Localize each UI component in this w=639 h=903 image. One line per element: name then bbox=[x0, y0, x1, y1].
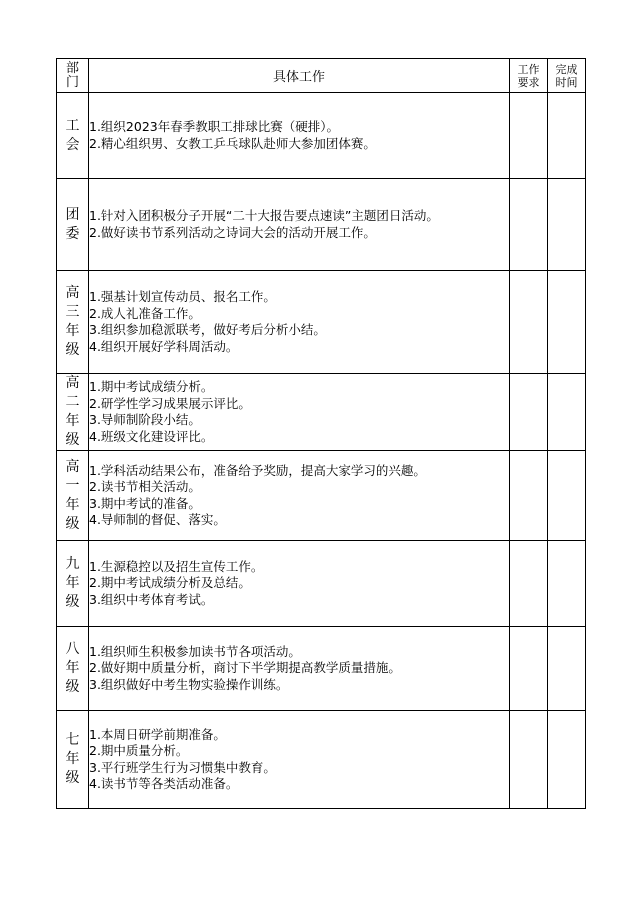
task-item: 1.组织2023年春季教职工排球比赛（硬排）。 bbox=[89, 119, 339, 134]
completion-time-cell bbox=[548, 271, 586, 374]
department-char: 级 bbox=[65, 432, 80, 448]
task-item: 2.精心组织男、女教工乒乓球队赴师大参加团体赛。 bbox=[89, 135, 376, 151]
task-item: 3.组织做好中考生物实验操作训练。 bbox=[89, 676, 289, 692]
department-char: 级 bbox=[65, 515, 80, 532]
task-item: 2.做好期中质量分析，商讨下半学期提高教学质量措施。 bbox=[89, 660, 401, 676]
department-cell bbox=[57, 711, 89, 809]
task-item: 1.期中考试成绩分析。 bbox=[89, 379, 214, 394]
department-cell bbox=[57, 451, 89, 541]
table-row bbox=[57, 271, 586, 374]
requirement-cell bbox=[510, 374, 548, 451]
header-requirement: 工作 要求 bbox=[510, 59, 548, 93]
department-char: 会 bbox=[65, 136, 80, 153]
department-char: 委 bbox=[65, 225, 80, 242]
completion-time-cell bbox=[548, 541, 586, 627]
task-item: 4.读书节等各类活动准备。 bbox=[89, 776, 239, 791]
department-char: 二 bbox=[65, 394, 80, 410]
table-row bbox=[57, 179, 586, 271]
table-body bbox=[57, 93, 586, 809]
requirement-cell bbox=[510, 93, 548, 179]
department-char: 年 bbox=[65, 496, 80, 513]
department-cell bbox=[57, 179, 89, 271]
task-item: 2.成人礼准备工作。 bbox=[89, 305, 201, 321]
department-char: 级 bbox=[65, 594, 80, 610]
department-cell bbox=[57, 541, 89, 627]
department-char: 年 bbox=[65, 413, 80, 429]
table-row bbox=[57, 451, 586, 541]
department-char: 年 bbox=[65, 323, 80, 339]
tasks-cell bbox=[89, 271, 510, 374]
task-item: 1.强基计划宣传动员、报名工作。 bbox=[89, 289, 276, 304]
task-item: 4.班级文化建设评比。 bbox=[89, 428, 214, 444]
department-char: 级 bbox=[65, 342, 80, 358]
table-row bbox=[57, 627, 586, 711]
department-cell bbox=[57, 374, 89, 451]
requirement-cell bbox=[510, 711, 548, 809]
department-char: 工 bbox=[65, 117, 80, 134]
table-row bbox=[57, 93, 586, 179]
requirement-cell bbox=[510, 627, 548, 711]
department-char: 高 bbox=[65, 285, 80, 301]
department-char: 高 bbox=[65, 458, 80, 475]
tasks-cell bbox=[89, 374, 510, 451]
department-char: 七 bbox=[65, 732, 80, 748]
requirement-cell bbox=[510, 179, 548, 271]
department-char: 级 bbox=[65, 770, 80, 786]
task-item: 1.本周日研学前期准备。 bbox=[89, 726, 226, 742]
tasks-cell bbox=[89, 179, 510, 271]
task-item: 2.期中质量分析。 bbox=[89, 743, 189, 758]
department-char: 一 bbox=[65, 477, 80, 494]
department-char: 高 bbox=[65, 375, 80, 391]
completion-time-cell bbox=[548, 374, 586, 451]
tasks-cell bbox=[89, 451, 510, 541]
department-char: 团 bbox=[65, 206, 80, 223]
completion-time-cell bbox=[548, 93, 586, 179]
task-item: 2.读书节相关活动。 bbox=[89, 479, 201, 494]
task-item: 1.生源稳控以及招生宣传工作。 bbox=[89, 558, 264, 574]
department-char: 九 bbox=[65, 556, 80, 572]
tasks-cell bbox=[89, 711, 510, 809]
header-dept: 部 门 bbox=[57, 59, 89, 93]
completion-time-cell bbox=[548, 711, 586, 809]
department-cell bbox=[57, 627, 89, 711]
task-item: 3.组织中考体育考试。 bbox=[89, 591, 214, 607]
department-cell bbox=[57, 271, 89, 374]
table-row bbox=[57, 541, 586, 627]
department-char: 三 bbox=[65, 304, 80, 320]
tasks-cell bbox=[89, 93, 510, 179]
task-item: 3.导师制阶段小结。 bbox=[89, 412, 201, 427]
task-item: 3.组织参加稳派联考，做好考后分析小结。 bbox=[89, 322, 326, 337]
requirement-cell bbox=[510, 271, 548, 374]
table-header-row bbox=[57, 59, 586, 93]
header-completion-time: 完成 时间 bbox=[548, 59, 586, 93]
tasks-cell bbox=[89, 541, 510, 627]
requirement-cell bbox=[510, 451, 548, 541]
department-char: 年 bbox=[65, 575, 80, 591]
department-char: 八 bbox=[65, 641, 80, 657]
department-char: 级 bbox=[65, 679, 80, 695]
table-row bbox=[57, 711, 586, 809]
department-cell bbox=[57, 93, 89, 179]
work-plan-table bbox=[56, 58, 586, 809]
table-row bbox=[57, 374, 586, 451]
task-item: 1.组织师生积极参加读书节各项活动。 bbox=[89, 643, 301, 659]
requirement-cell bbox=[510, 541, 548, 627]
task-item: 2.做好读书节系列活动之诗词大会的活动开展工作。 bbox=[89, 224, 376, 240]
task-item: 2.研学性学习成果展示评比。 bbox=[89, 395, 251, 411]
task-item: 3.平行班学生行为习惯集中教育。 bbox=[89, 759, 276, 775]
tasks-cell bbox=[89, 627, 510, 711]
task-item: 2.期中考试成绩分析及总结。 bbox=[89, 575, 251, 591]
department-char: 年 bbox=[65, 751, 80, 767]
task-item: 4.组织开展好学科周活动。 bbox=[89, 338, 239, 354]
completion-time-cell bbox=[548, 179, 586, 271]
task-item: 3.期中考试的准备。 bbox=[89, 495, 201, 511]
completion-time-cell bbox=[548, 451, 586, 541]
task-item: 1.学科活动结果公布，准备给予奖励，提高大家学习的兴趣。 bbox=[89, 462, 426, 478]
task-item: 4.导师制的督促、落实。 bbox=[89, 512, 226, 527]
task-item: 1.针对入团积极分子开展“二十大报告要点速读”主题团日活动。 bbox=[89, 208, 439, 223]
department-char: 年 bbox=[65, 660, 80, 676]
header-work: 具体工作 bbox=[89, 59, 510, 93]
completion-time-cell bbox=[548, 627, 586, 711]
